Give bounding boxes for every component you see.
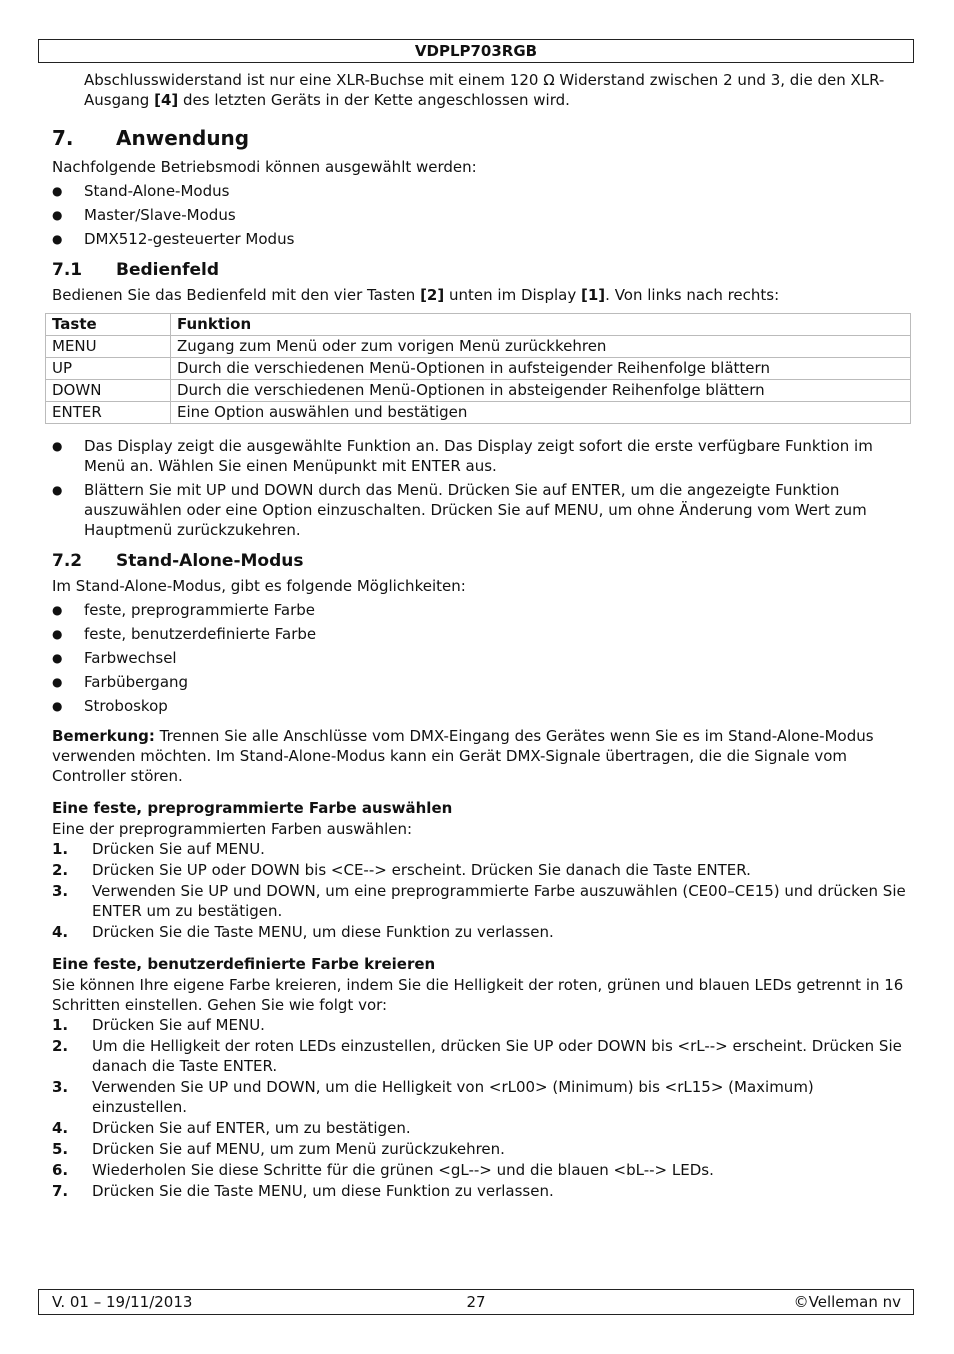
section-7-heading bbox=[52, 125, 910, 151]
page-footer bbox=[38, 1289, 914, 1315]
step-text: Drücken Sie auf MENU. bbox=[92, 1016, 265, 1034]
section-71-title: Bedienfeld bbox=[116, 260, 220, 280]
sub2-heading: Eine feste, benutzerdefinierte Farbe kreieren bbox=[52, 955, 436, 973]
step-number: 7. bbox=[52, 1182, 69, 1200]
list-item: ● Stroboskop bbox=[52, 696, 910, 716]
table-header-cell: Funktion bbox=[171, 314, 911, 336]
step-text: Um die Helligkeit der roten LEDs einzustellen, drücken Sie UP oder DOWN bis <rL--> erscheint. Drücken Sie danach die Taste ENTER. bbox=[92, 1037, 902, 1075]
options-list bbox=[52, 600, 910, 716]
step-item bbox=[52, 1160, 910, 1180]
note-paragraph bbox=[52, 726, 910, 786]
table-cell: Eine Option auswählen und bestätigen bbox=[171, 402, 911, 424]
step-text: Drücken Sie die Taste MENU, um diese Funktion zu verlassen. bbox=[92, 1182, 554, 1200]
table-cell: Durch die verschiedenen Menü-Optionen in aufsteigender Reihenfolge blättern bbox=[171, 358, 911, 380]
sub1-lead: Eine der preprogrammierten Farben auswählen: bbox=[52, 820, 413, 838]
step-text: Verwenden Sie UP und DOWN, um eine preprogrammierte Farbe auszuwählen (CE00–CE15) und drücken Sie ENTER um zu bestätigen. bbox=[92, 882, 906, 920]
step-text: Verwenden Sie UP und DOWN, um die Helligkeit von <rL00> (Minimum) bis <rL15> (Maximum) einzustellen. bbox=[92, 1078, 814, 1116]
step-item bbox=[52, 1036, 910, 1076]
step-number: 1. bbox=[52, 840, 69, 858]
version-date: V. 01 – 19/11/2013 bbox=[52, 1293, 193, 1311]
table-row bbox=[46, 336, 911, 358]
table-row bbox=[46, 358, 911, 380]
page-content bbox=[52, 70, 910, 1202]
step-item bbox=[52, 881, 910, 921]
list-item: ● Farbübergang bbox=[52, 672, 910, 692]
lead-part: . Von links nach rechts: bbox=[605, 286, 780, 304]
lead-part: Bedienen Sie das Bedienfeld mit den vier Tasten bbox=[52, 286, 421, 304]
section-7-number: 7. bbox=[52, 126, 74, 150]
list-item: ● feste, benutzerdefinierte Farbe bbox=[52, 624, 910, 644]
intro-text-after: des letzten Geräts in der Kette angeschlossen wird. bbox=[178, 91, 570, 109]
step-text: Drücken Sie auf MENU, um zum Menü zurückzukehren. bbox=[92, 1140, 505, 1158]
step-number: 6. bbox=[52, 1161, 69, 1179]
intro-text-before: Abschlusswiderstand ist nur eine XLR-Buchse mit einem 120 Ω Widerstand zwischen 2 und 3, die den XLR-Ausgang bbox=[84, 71, 885, 109]
keys-table bbox=[45, 313, 911, 424]
step-number: 3. bbox=[52, 882, 69, 900]
section-7-lead: Nachfolgende Betriebsmodi können ausgewählt werden: bbox=[52, 158, 477, 176]
note-text: Trennen Sie alle Anschlüsse vom DMX-Eingang des Gerätes wenn Sie es im Stand-Alone-Modus verwenden möchten. Im Stand-Alone-Modus kann ein Gerät DMX-Signale übertragen, die die Signale vom Controller stören. bbox=[52, 727, 874, 785]
step-item bbox=[52, 922, 910, 942]
step-text: Drücken Sie auf MENU. bbox=[92, 840, 265, 858]
table-row bbox=[46, 380, 911, 402]
list-item: ● Stand-Alone-Modus bbox=[52, 181, 910, 201]
table-header-row bbox=[46, 314, 911, 336]
step-item bbox=[52, 1077, 910, 1117]
page-number: 27 bbox=[466, 1293, 486, 1311]
step-number: 3. bbox=[52, 1078, 69, 1096]
step-number: 2. bbox=[52, 1037, 69, 1055]
sub1-heading: Eine feste, preprogrammierte Farbe auswählen bbox=[52, 799, 453, 817]
step-number: 5. bbox=[52, 1140, 69, 1158]
list-item: ● Master/Slave-Modus bbox=[52, 205, 910, 225]
list-item: ● Das Display zeigt die ausgewählte Funktion an. Das Display zeigt sofort die erste verfügbare Funktion im Menü an. Wählen Sie einen Menüpunkt mit ENTER aus. bbox=[52, 436, 910, 476]
step-item bbox=[52, 1181, 910, 1201]
step-number: 1. bbox=[52, 1016, 69, 1034]
step-item bbox=[52, 1118, 910, 1138]
section-72-title: Stand-Alone-Modus bbox=[116, 551, 304, 571]
step-item bbox=[52, 1015, 910, 1035]
step-text: Drücken Sie die Taste MENU, um diese Funktion zu verlassen. bbox=[92, 923, 554, 941]
step-item bbox=[52, 860, 910, 880]
table-row bbox=[46, 402, 911, 424]
section-71-number: 7.1 bbox=[52, 260, 83, 280]
list-item: ● DMX512-gesteuerter Modus bbox=[52, 229, 910, 249]
intro-paragraph bbox=[84, 70, 910, 110]
list-item: ● Farbwechsel bbox=[52, 648, 910, 668]
intro-ref: [4] bbox=[154, 91, 179, 109]
step-text: Drücken Sie auf ENTER, um zu bestätigen. bbox=[92, 1119, 411, 1137]
ref-buttons: [2] bbox=[420, 286, 445, 304]
model-title: VDPLP703RGB bbox=[414, 42, 538, 60]
table-cell: Zugang zum Menü oder zum vorigen Menü zurückkehren bbox=[171, 336, 911, 358]
sub2-lead: Sie können Ihre eigene Farbe kreieren, indem Sie die Helligkeit der roten, grünen und blauen LEDs getrennt in 16 Schritten einstellen. Gehen Sie wie folgt vor: bbox=[52, 976, 904, 1014]
step-number: 4. bbox=[52, 1119, 69, 1137]
step-number: 2. bbox=[52, 861, 69, 879]
list-item: ● feste, preprogrammierte Farbe bbox=[52, 600, 910, 620]
note-label: Bemerkung: bbox=[52, 727, 155, 745]
step-item bbox=[52, 839, 910, 859]
table-cell: MENU bbox=[46, 336, 171, 358]
step-text: Wiederholen Sie diese Schritte für die grünen <gL--> und die blauen <bL--> LEDs. bbox=[92, 1161, 714, 1179]
panel-notes-list bbox=[52, 436, 910, 540]
table-cell: Durch die verschiedenen Menü-Optionen in absteigender Reihenfolge blättern bbox=[171, 380, 911, 402]
modes-list bbox=[52, 181, 910, 249]
table-cell: ENTER bbox=[46, 402, 171, 424]
section-72-heading bbox=[52, 550, 910, 572]
section-7-title: Anwendung bbox=[116, 126, 250, 150]
step-number: 4. bbox=[52, 923, 69, 941]
ref-display: [1] bbox=[581, 286, 606, 304]
section-72-number: 7.2 bbox=[52, 551, 83, 571]
step-text: Drücken Sie UP oder DOWN bis <CE--> erscheint. Drücken Sie danach die Taste ENTER. bbox=[92, 861, 751, 879]
lead-part: unten im Display bbox=[444, 286, 582, 304]
copyright: ©Velleman nv bbox=[793, 1293, 901, 1311]
step-item bbox=[52, 1139, 910, 1159]
table-header-cell: Taste bbox=[46, 314, 171, 336]
list-item: ● Blättern Sie mit UP und DOWN durch das Menü. Drücken Sie auf ENTER, um die angezeigte Funktion auszuwählen oder eine Option einzuschalten. Drücken Sie auf MENU, um ohne Änderung vom Wert zum Hauptmenü zurückzukehren. bbox=[52, 480, 910, 540]
table-cell: DOWN bbox=[46, 380, 171, 402]
page-header bbox=[38, 39, 914, 63]
sub1-steps bbox=[52, 839, 910, 942]
table-cell: UP bbox=[46, 358, 171, 380]
section-71-heading bbox=[52, 259, 910, 281]
section-72-lead: Im Stand-Alone-Modus, gibt es folgende Möglichkeiten: bbox=[52, 577, 466, 595]
section-71-lead bbox=[52, 285, 910, 305]
sub2-steps bbox=[52, 1015, 910, 1201]
